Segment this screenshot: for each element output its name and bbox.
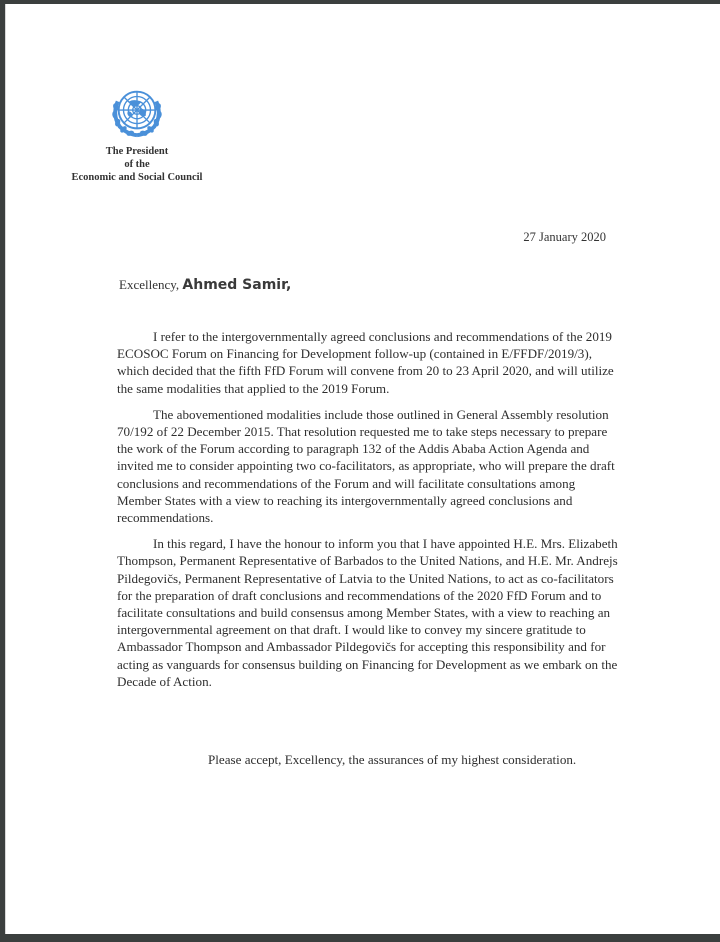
body-paragraph: The abovementioned modalities include those outlined in General Assembly resolution 70/192 of 22 December 2015. That resolution requested me to take steps necessary to prepare the work of the Forum according to paragraph 132 of the Addis Ababa Action Agenda and invited me to consider appointing two co-facilitators, as appropriate, who will prepare the draft conclusions and recommendations of the Forum and will facilitate consultations among Member States with a view to reaching its intergovernmentally agreed conclusions and recommendations. [117, 406, 615, 526]
letterhead-title [46, 145, 228, 184]
letterhead-line: The President [105, 146, 169, 157]
letter-date: 27 January 2020 [523, 230, 606, 244]
closing-line: Please accept, Excellency, the assurances of my highest consideration. [208, 752, 577, 767]
un-emblem-icon [108, 82, 166, 140]
letterhead-line: Economic and Social Council [71, 172, 203, 183]
body-paragraph: In this regard, I have the honour to inform you that I have appointed H.E. Mrs. Elizabeth Thompson, Permanent Representative of Barbados to the United Nations, and H.E. Mr. Andrejs Pildegovičs, Permanent Representative of Latvia to the United Nations, to act as co-facilitators for the preparation of draft conclusions and recommendations of the 2020 FfD Forum and to facilitate consultations and build consensus among Member States, with a view to reaching an intergovernmental agreement on that draft. I would like to convey my sincere gratitude to Ambassador Thompson and Ambassador Pildegovičs for accepting this responsibility and for acting as vanguards for consensus building on Financing for Development as we embark on the Decade of Action. [117, 536, 618, 689]
body-paragraph: I refer to the intergovernmentally agreed conclusions and recommendations of the 2019 ECOSOC Forum on Financing for Development follow-up (contained in E/FFDF/2019/3), which decided that the fifth FfD Forum will convene from 20 to 23 April 2020, and will utilize the same modalities that applied to the 2019 Forum. [117, 329, 614, 396]
letter-page [5, 4, 720, 934]
salutation-greeting: Excellency, [119, 277, 180, 292]
letter-body [117, 328, 620, 699]
salutation [119, 277, 291, 293]
recipient-name: Ahmed Samir, [182, 277, 292, 293]
letterhead-line: of the [124, 159, 150, 170]
